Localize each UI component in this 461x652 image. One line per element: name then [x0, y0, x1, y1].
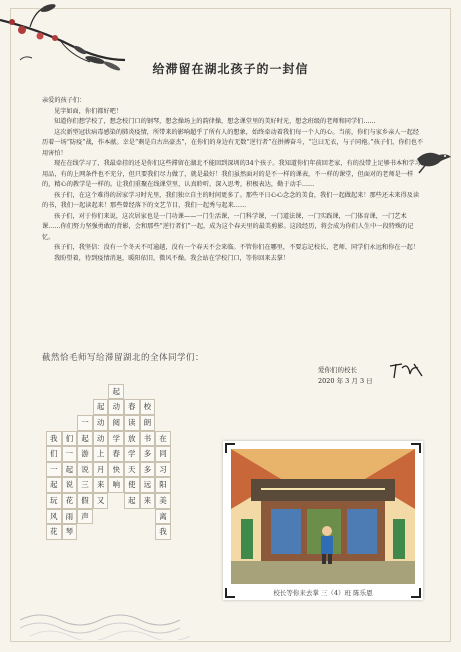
grid-character-cell: 来: [140, 493, 156, 509]
grid-character-cell: 天: [124, 462, 140, 478]
grid-character-cell: 我: [155, 524, 171, 540]
grid-character-cell: 又: [93, 493, 109, 509]
grid-character-cell: 阳: [155, 477, 171, 493]
paragraph: 孩子们，我坚信：没有一个冬天不可逾越，没有一个春天不会来临。不管你们在哪里，不要忘记校长、老师、同学们永远和你在一起！: [54, 244, 420, 251]
handwritten-signature: [388, 360, 424, 380]
grid-character-cell: 学: [124, 446, 140, 462]
grid-character-cell: 说: [62, 477, 78, 493]
letter-body: [42, 96, 424, 264]
grid-character-cell: 琴: [62, 524, 78, 540]
grid-character-cell: 花: [62, 493, 78, 509]
students-caption: 截然恰毛师写给滞留湖北的全体同学们：: [42, 353, 205, 363]
grid-character-cell: 校: [140, 399, 156, 415]
grid-character-cell: 三: [77, 477, 93, 493]
grid-character-cell: 书: [140, 431, 156, 447]
grid-character-cell: 响: [108, 477, 124, 493]
grid-character-cell: 说: [77, 462, 93, 478]
signature-line: 爱你们的校长: [318, 366, 357, 374]
grid-character-cell: 起: [93, 399, 109, 415]
drawing-photo-frame: [223, 441, 423, 600]
grid-character-cell: 朗: [140, 415, 156, 431]
paragraph: 现在在线学习了，我最牵挂的还是你们这些滞留在湖北不能回到深圳的34个孩子。我知道你们年前回老家，有的没带上足够书本和学习用品，有的上网条件也不充分，但只要我们尽力做了，就是最好！我们虽然面对的是不一样的课表，不一样的课堂，但面对的老师是一样的，精心的教学是一样的。让我们重聚在线课堂里，认真聆听，深入思考，积极表达，勤于动手……: [42, 160, 421, 188]
grid-character-cell: 花: [46, 524, 62, 540]
grid-character-cell: 读: [124, 415, 140, 431]
grid-character-cell: 春: [124, 399, 140, 415]
grid-character-cell: 多: [140, 462, 156, 478]
letter-title: 给滞留在湖北孩子的一封信: [152, 62, 309, 76]
grid-character-cell: 起: [108, 384, 124, 400]
paragraph: 这次新型冠状病毒感染的肺炎疫情，所带来的影响超乎了所有人的想象，始终牵动着我们每一个人的心。当前，你们与家乡亲人一起经历着一场“防疫”战，作本献。幸是“剩是自古出豪杰”，在你们的身边有无数“逆行者”在拼搏奋斗，“岂曰无衣，与子同袍。”孩子们，你们也不用害怕！: [42, 128, 424, 157]
grid-character-cell: 美: [155, 493, 171, 509]
grid-character-cell: 雨: [62, 509, 78, 525]
grid-character-cell: 动: [93, 431, 109, 447]
paragraph: 孩子们，对于你们来说，这次居家也是一门功课——一门生活课，一门科学课，一门道法课，一门实践课，一门体育课，一门艺术课……你们努力坚强勇敢的背影，会和那些“逆行者们”一起，成为这个春天里的最美剪影。这段经历，将会成为你们人生中一段特殊的记忆。: [42, 212, 414, 241]
grid-character-cell: 们: [62, 431, 78, 447]
paragraph: 孩子们，在这个难得的居家学习时光里，我们独立自主的时间更多了。那些平日心心念念的美食，我们一起做起来！那些还未来得及读的书，我们一起读起来！那些曾经落下的文艺节目，我们一起秀与起来……: [42, 191, 420, 209]
grid-character-cell: 我: [46, 431, 62, 447]
grid-character-cell: 同: [155, 446, 171, 462]
grid-character-cell: 月: [93, 462, 109, 478]
grid-character-cell: 起: [62, 462, 78, 478]
grid-character-cell: 快: [108, 462, 124, 478]
salutation: 亲爱的孩子们：: [42, 97, 86, 104]
grid-character-cell: 一: [77, 415, 93, 431]
grid-character-cell: 起: [77, 431, 93, 447]
child-drawing-image: [231, 449, 415, 584]
wave-decoration: [20, 600, 200, 640]
grid-character-cell: 起: [46, 477, 62, 493]
signature-date: 2020 年 3 月 3 日: [318, 376, 373, 385]
grid-character-cell: 声: [77, 509, 93, 525]
grid-character-cell: 风: [46, 509, 62, 525]
grid-character-cell: 动: [108, 399, 124, 415]
grid-character-cell: 玩: [46, 493, 62, 509]
grid-character-cell: 起: [124, 493, 140, 509]
grid-character-cell: 放: [124, 431, 140, 447]
grid-character-cell: 使: [124, 477, 140, 493]
grid-character-cell: 阅: [108, 415, 124, 431]
paragraph: 见字如面，你们都好吧！: [54, 107, 123, 115]
grid-character-cell: 春: [108, 446, 124, 462]
signature-block: [318, 365, 373, 386]
grid-character-cell: 游: [77, 446, 93, 462]
grid-character-cell: 动: [93, 415, 109, 431]
grid-character-cell: 一: [46, 462, 62, 478]
paragraph: 知道你们想学校了，想念校门口的钢琴，想念操场上的韵律操，想念课堂里的美好时光，想念班级的老师和同学们……: [54, 118, 376, 125]
drawing-caption: 校长等你来去掌 三（4）班 陈乐恩: [273, 589, 373, 597]
grid-character-cell: 在: [155, 431, 171, 447]
grid-character-cell: 习: [155, 462, 171, 478]
grid-character-cell: 离: [155, 509, 171, 525]
grid-character-cell: 来: [93, 477, 109, 493]
grid-character-cell: 远: [140, 477, 156, 493]
paragraph: 我盼望着，待到疫情消退，暖阳依旧，微风不燥。我会站在学校门口，等你回来去掌！: [54, 254, 290, 262]
grid-character-cell: 假: [77, 493, 93, 509]
grid-character-cell: 一: [62, 446, 78, 462]
grid-character-cell: 多: [140, 446, 156, 462]
grid-character-cell: 上: [93, 446, 109, 462]
grid-character-cell: 学: [108, 431, 124, 447]
grid-character-cell: 们: [46, 446, 62, 462]
